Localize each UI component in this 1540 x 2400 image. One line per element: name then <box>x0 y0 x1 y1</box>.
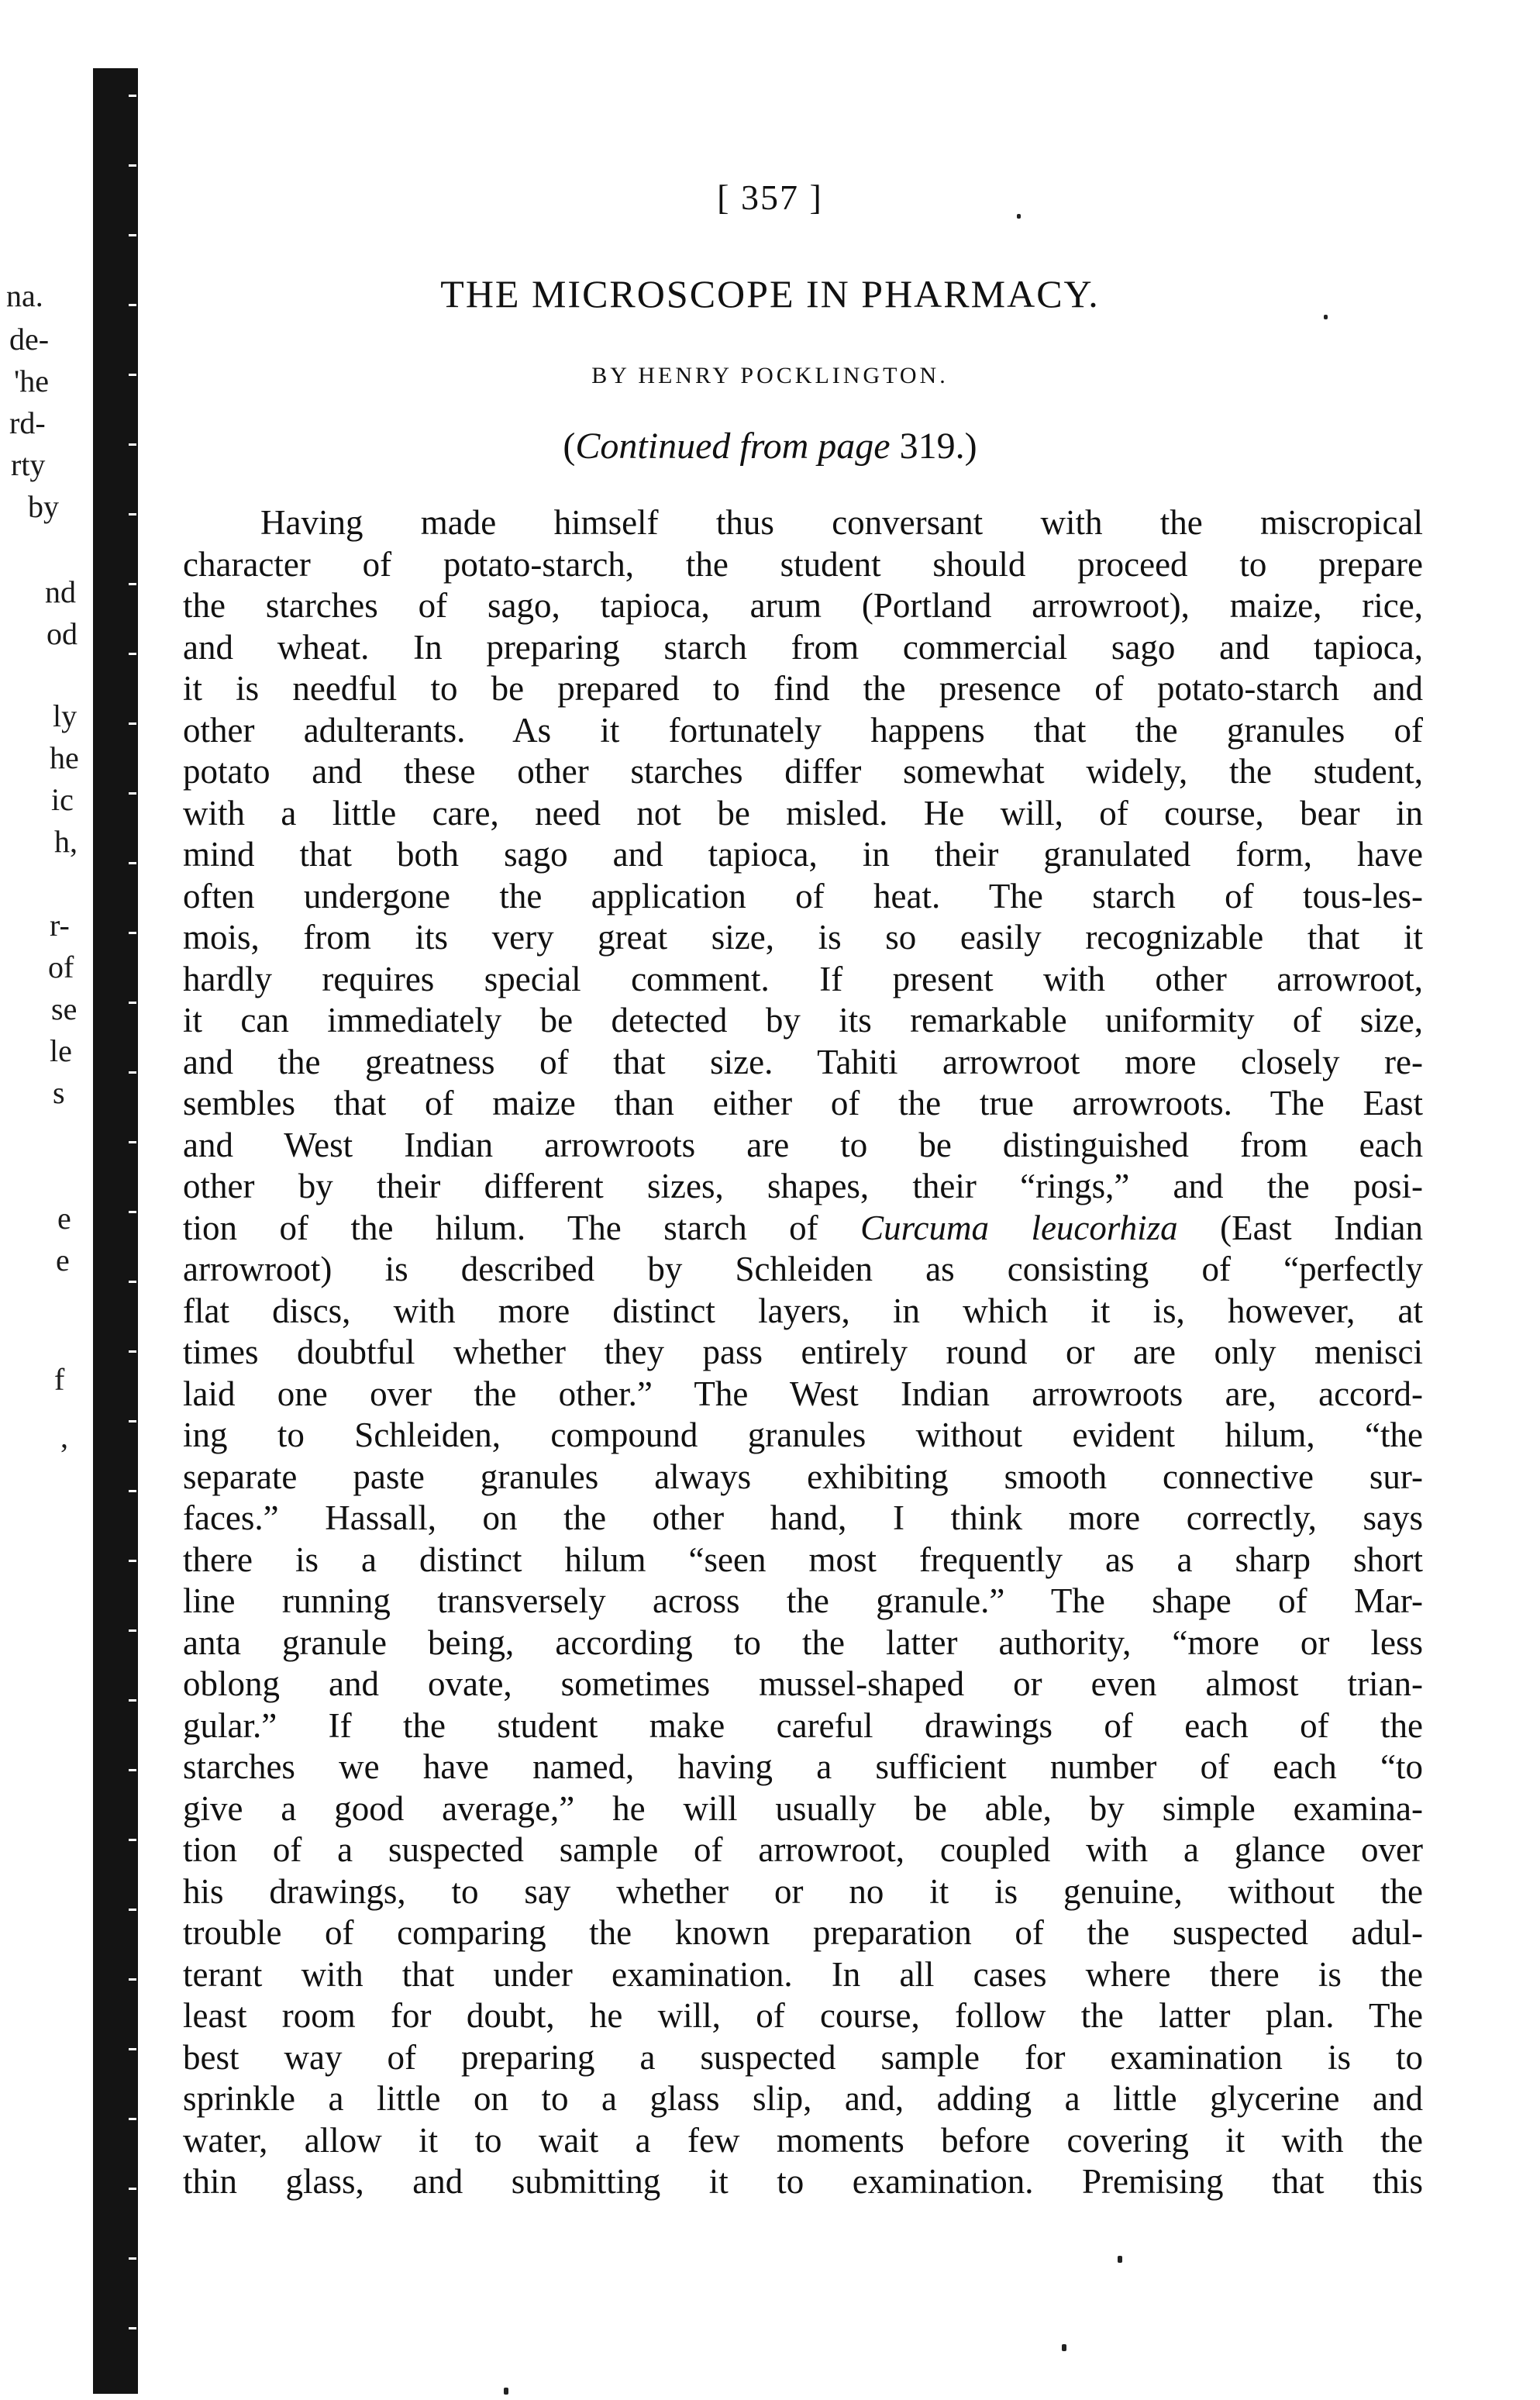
body-line: thin glass, and submitting it to examination. Premising that this <box>183 2162 1423 2201</box>
body-line: sembles that of maize than either of the true arrowroots. The East <box>183 1084 1423 1122</box>
facing-fragment: he <box>50 740 79 775</box>
body-line: arrowroot) is described by Schleiden as consisting of “perfectly <box>183 1250 1423 1288</box>
scan-speck <box>504 2388 508 2395</box>
facing-fragment: se <box>51 991 78 1026</box>
body-line: least room for doubt, he will, of course, follow the latter plan. The <box>183 1996 1423 2035</box>
facing-fragment: od <box>47 616 78 651</box>
facing-fragment: f <box>54 1362 65 1397</box>
body-line: give a good average,” he will usually be able, by simple examina- <box>183 1788 1423 1828</box>
body-line: potato and these other starches differ somewhat widely, the student, <box>183 752 1423 791</box>
body-line: sprinkle a little on to a glass slip, and, adding a little glycerine and <box>183 2079 1423 2118</box>
body-line: Having made himself thus conversant with the miscropical <box>260 503 1423 542</box>
facing-fragment: e <box>56 1243 70 1278</box>
article-title: THE MICROSCOPE IN PHARMACY. <box>440 272 1100 316</box>
article-byline: BY HENRY POCKLINGTON. <box>591 363 949 388</box>
scan-speck <box>1017 214 1021 219</box>
facing-fragment: h, <box>54 824 78 859</box>
body-line: starches we have named, having a sufficient number of each “to <box>183 1747 1423 1786</box>
body-line: tion of a suspected sample of arrowroot, coupled with a glance over <box>183 1830 1423 1869</box>
facing-fragment: , <box>60 1419 68 1454</box>
body-line-with-italic <box>183 1208 1423 1250</box>
body-line: flat discs, with more distinct layers, in which it is, however, at <box>183 1291 1423 1330</box>
body-line-end: (East Indian <box>1220 1208 1423 1247</box>
body-line: gular.” If the student make careful drawings of each of the <box>183 1705 1423 1745</box>
body-line: ing to Schleiden, compound granules without evident hilum, “the <box>183 1416 1423 1454</box>
article-body <box>183 502 1423 2203</box>
facing-page-fragments <box>0 0 93 2400</box>
body-line: there is a distinct hilum “seen most frequently as a sharp short <box>183 1540 1423 1579</box>
body-line: and West Indian arrowroots are to be distinguished from each <box>183 1125 1423 1164</box>
species-name: Curcuma leucorhiza <box>860 1208 1178 1247</box>
facing-fragment: s <box>53 1075 65 1110</box>
body-line: and the greatness of that size. Tahiti arrowroot more closely re- <box>183 1042 1423 1081</box>
body-line: other by their different sizes, shapes, their “rings,” and the posi- <box>183 1167 1423 1205</box>
body-line: times doubtful whether they pass entirely round or are only menisci <box>183 1333 1423 1371</box>
facing-fragment: rd- <box>9 405 46 440</box>
scan-speck <box>1062 2344 1066 2351</box>
gutter-edge <box>129 68 136 2394</box>
body-line: with a little care, need not be misled. He will, of course, bear in <box>183 793 1423 833</box>
facing-fragment: ly <box>53 698 78 733</box>
body-line: separate paste granules always exhibiting smooth connective sur- <box>183 1457 1423 1496</box>
continued-note <box>0 425 1540 467</box>
scan-speck <box>1324 315 1328 319</box>
body-line: terant with that under examination. In all cases where there is the <box>183 1954 1423 1994</box>
body-line: laid one over the other.” The West Indian arrowroots are, accord- <box>183 1374 1423 1413</box>
body-line: best way of preparing a suspected sample for examination is to <box>183 2037 1423 2077</box>
facing-fragment: 'he <box>14 364 49 398</box>
body-line: mind that both sago and tapioca, in their granulated form, have <box>183 835 1423 874</box>
body-line: trouble of comparing the known preparation of the suspected adul- <box>183 1913 1423 1952</box>
body-line: it can immediately be detected by its remarkable uniformity of size, <box>183 1001 1423 1040</box>
body-line: line running transversely across the granule.” The shape of Mar- <box>183 1581 1423 1620</box>
body-line: water, allow it to wait a few moments before covering it with the <box>183 2120 1423 2160</box>
body-line: character of potato-starch, the student should proceed to prepare <box>183 544 1423 584</box>
body-line-start: tion of the hilum. The starch of <box>183 1208 818 1247</box>
facing-fragment: of <box>48 950 74 984</box>
scan-speck <box>1118 2256 1122 2263</box>
body-line: often undergone the application of heat. The starch of tous-les- <box>183 876 1423 916</box>
body-line: it is needful to be prepared to find the presence of potato-starch and <box>183 669 1423 708</box>
continued-page: 319. <box>899 426 965 467</box>
facing-fragment: nd <box>45 574 76 609</box>
body-line: and wheat. In preparing starch from commercial sago and tapioca, <box>183 627 1423 667</box>
facing-fragment: na. <box>6 278 43 313</box>
body-line: faces.” Hassall, on the other hand, I think more correctly, says <box>183 1498 1423 1537</box>
body-line: oblong and ovate, sometimes mussel-shaped or even almost trian- <box>183 1664 1423 1703</box>
body-line: mois, from its very great size, is so easily recognizable that it <box>183 918 1423 957</box>
continued-text: Continued from page <box>575 426 891 467</box>
page-number: [ 357 ] <box>717 178 823 217</box>
continued-close-paren: ) <box>964 426 977 467</box>
facing-fragment: e <box>57 1201 71 1236</box>
facing-fragment: de- <box>9 322 50 357</box>
facing-fragment: by <box>28 489 59 524</box>
facing-fragment: ic <box>51 782 74 817</box>
facing-fragment: r- <box>50 908 70 943</box>
body-line: his drawings, to say whether or no it is genuine, without the <box>183 1871 1423 1911</box>
body-line: other adulterants. As it fortunately happens that the granules of <box>183 710 1423 750</box>
facing-fragment: rty <box>11 447 46 482</box>
facing-fragment: le <box>50 1033 72 1068</box>
body-line: anta granule being, according to the latter authority, “more or less <box>183 1622 1423 1662</box>
continued-open-paren: ( <box>563 426 576 467</box>
body-line: hardly requires special comment. If present with other arrowroot, <box>183 959 1423 998</box>
body-line: the starches of sago, tapioca, arum (Portland arrowroot), maize, rice, <box>183 586 1423 625</box>
